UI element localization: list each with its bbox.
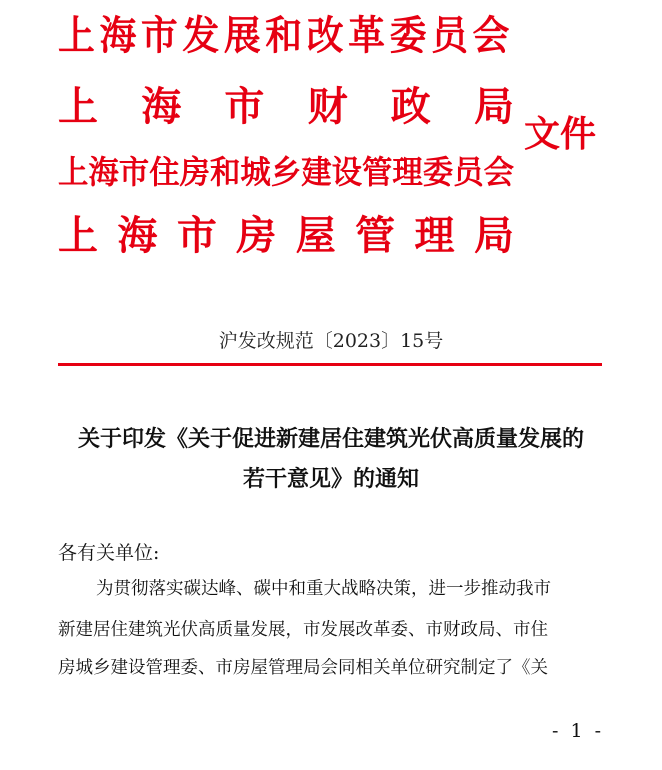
body-text-line: 新建居住建筑光伏高质量发展，市发展改革委、市财政局、市住 (58, 620, 548, 640)
masthead-char: 上 (58, 83, 98, 130)
masthead-char: 市 (176, 212, 217, 259)
issuer-ndrc: 上海市发展和改革委员会 (58, 12, 514, 59)
masthead-char: 市 (224, 83, 265, 130)
masthead-char: 海 (141, 83, 182, 130)
masthead-char: 房 (236, 212, 277, 259)
page-number: - 1 - (551, 720, 604, 742)
masthead-char: 海 (117, 212, 158, 259)
masthead-char: 上 (58, 212, 98, 259)
issuer-finance-bureau (58, 83, 514, 131)
masthead-char: 理 (414, 212, 455, 259)
body-text-line: 房城乡建设管理委、市房屋管理局会同相关单位研究制定了《关 (58, 658, 548, 678)
document-number: 沪发改规范〔2023〕15号 (218, 330, 444, 352)
issuer-housing-construction-committee: 上海市住房和城乡建设管理委员会 (58, 153, 515, 191)
document-title-line-2: 若干意见》的通知 (242, 466, 419, 492)
document-title-line-1: 关于印发《关于促进新建居住建筑光伏高质量发展的 (77, 426, 584, 452)
masthead-char: 财 (307, 83, 348, 130)
masthead-char: 屋 (295, 212, 336, 259)
masthead-char: 局 (473, 83, 514, 130)
body-text-line: 为贯彻落实碳达峰、碳中和重大战略决策，进一步推动我市 (96, 579, 551, 599)
red-divider-line (58, 363, 602, 366)
salutation: 各有关单位: (58, 542, 160, 564)
masthead-char: 局 (473, 212, 514, 259)
issuer-housing-bureau (58, 212, 514, 260)
document-suffix: 文件 (524, 113, 597, 155)
masthead-char: 管 (355, 212, 396, 259)
masthead-char: 政 (390, 83, 431, 130)
